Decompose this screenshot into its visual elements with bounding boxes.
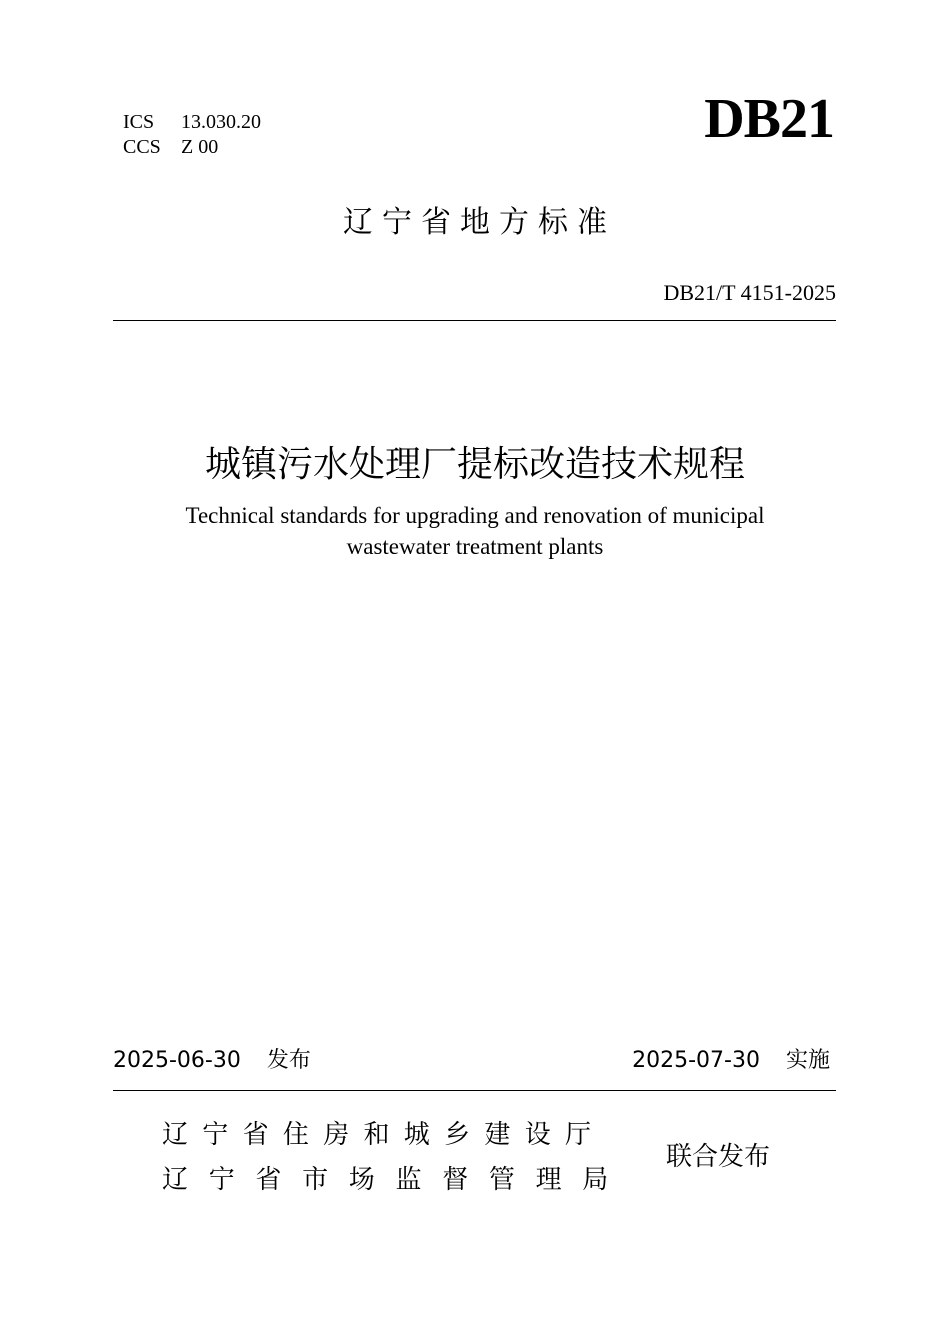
standard-number: DB21/T 4151-2025 — [663, 280, 836, 305]
issuer-housing-department: 辽宁省住房和城乡建设厅 — [162, 1120, 606, 1150]
issue-label: 发布 — [266, 1048, 311, 1073]
ics-label: ICS — [123, 111, 155, 133]
bottom-divider — [113, 1090, 836, 1091]
implement-date-block — [632, 1046, 830, 1076]
db-mark: DB21 — [704, 88, 834, 150]
issue-date: 2025-06-30 — [113, 1048, 241, 1073]
implement-date: 2025-07-30 — [632, 1048, 760, 1073]
issue-date-block — [113, 1046, 311, 1076]
implement-label: 实施 — [785, 1048, 830, 1073]
standard-type: 辽宁省地方标准 — [343, 205, 616, 240]
ics-value: 13.030.20 — [181, 111, 261, 133]
ccs-label: CCS — [123, 136, 161, 158]
ccs-value: Z 00 — [181, 136, 219, 158]
ccs-code — [113, 111, 218, 159]
top-divider — [113, 320, 836, 321]
title-english-line-1: Technical standards for upgrading and renovation of municipal — [185, 503, 765, 528]
title-chinese: 城镇污水处理厂提标改造技术规程 — [204, 444, 745, 485]
joint-issue-label: 联合发布 — [666, 1142, 771, 1172]
title-english — [0, 500, 950, 562]
issuer-market-regulation: 辽宁省市场监督管理局 — [162, 1165, 630, 1195]
title-english-line-2: wastewater treatment plants — [346, 534, 604, 559]
